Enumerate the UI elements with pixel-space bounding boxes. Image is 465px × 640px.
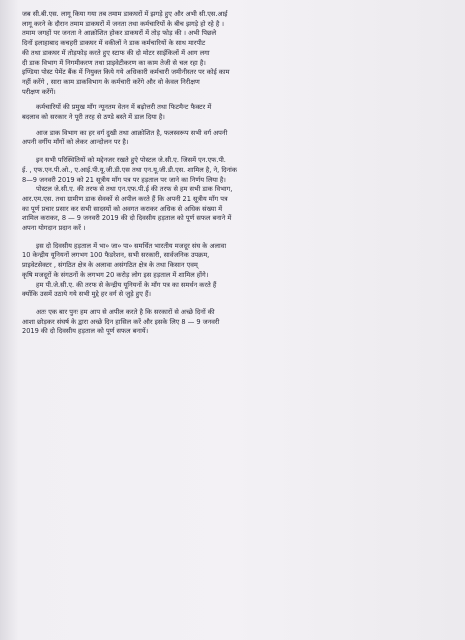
text-line: तमाम जगहों पर जनता ने आक्रोशित होकर डाकघरों में तोड़ फोड़ की । अभी पिछले xyxy=(22,29,217,38)
document-body xyxy=(22,10,442,343)
text-line: का पूर्ण प्रचार प्रसार कर सभी सादस्यों को अवगत कराकर अधिक से अधिक संख्या में xyxy=(22,204,223,213)
text-line: लागू करने के दौरान तमाम डाकघरों में जनता तथा कर्मचारियों के बीच झगड़े हो रहे है । xyxy=(22,19,224,28)
text-line: इस दो दिवसीय हड़ताल में भा० जा० पा० समर्थित भारतीय मजदूर संघ के अलावा xyxy=(36,241,227,250)
text-line: दिनों इलाहाबाद कचहरी डाकघर में वकीलों ने डाक कर्मचारियों के साथ मारपीट xyxy=(22,39,206,48)
text-line: प्राइवेटसेक्टर , संगठित क्षेत्र के अलावा असंगठित क्षेत्र के तथा किसान एवम् xyxy=(22,261,198,270)
text-line: आर.एम.एस. तथा ग्रामीण डाक सेवकों से अपील करते हैं कि अपनी 21 सूत्रीय माँग पत्र xyxy=(22,194,228,203)
paragraph-1 xyxy=(22,10,442,97)
paragraph-4 xyxy=(22,156,442,234)
text-line: कर्मचारियों की प्रमुख माँग न्यूनतम वेतन में बढ़ोत्तरी तथा फिटमैन्ट फैक्टर में xyxy=(36,103,212,112)
text-line: नहीं करेंगे , सारा काम डाकविभाग के कर्मचारी करेंगे और वो केवल निरीक्षण xyxy=(22,77,200,86)
text-line: अपनी वर्गीय माँगों को लेकर आन्दोलन पर है। xyxy=(22,138,129,147)
text-line: आज डाक विभाग का हर वर्ग दुखी तथा आक्रोशित है, फलस्वरूप सभी वर्ग अपनी xyxy=(36,128,228,137)
text-line: इन सभी परिस्थितियों को मद्देनजर रखते हुऐ पोस्टल जे.सी.ए. जिसमें एन.एफ.पी. xyxy=(36,156,226,165)
text-line: दी डाक विभाग में निगमीकरण तथा प्राइवेटीकरण का काम तेजी से चल रहा है। xyxy=(22,58,206,67)
text-line: 2019 की दो दिवसीय हड़ताल को पूर्ण सफल बनायें। xyxy=(22,327,149,336)
text-line: बदलाव को सरकार ने पूरी तरह से ठण्डे बस्ते में डाल दिया है। xyxy=(22,113,165,122)
paragraph-6 xyxy=(22,308,442,337)
text-line: 10 केन्द्रीय यूनियनों लगभग 100 फैडरेशन, सभी सरकारी, सार्वजनिक उपक्रम, xyxy=(22,251,210,260)
text-line: की तथा डाकघर में तोड़फोड़ करते हुए स्टाफ की दो मोटर साईकिलों में आग लगा xyxy=(22,48,210,57)
text-line: ई. , एफ.एन.पी.ओ., ए.आई.पी.यू.जी.डी.एस तथा एन.यू.जी.डी.एस. शामिल है, ने, दिनांक xyxy=(22,165,237,174)
paragraph-3 xyxy=(22,129,442,148)
text-line: हम पी.जे.सी.ए. की तरफ से केन्द्रीय यूनियनों के माँग पत्र का समर्थन करते हैं xyxy=(36,280,217,289)
paragraph-2 xyxy=(22,103,442,122)
text-line: आशा छोड़कर संघर्ष के द्वारा अच्छे दिन हासिल करें और इसके लिए 8 — 9 जनवरी xyxy=(22,317,220,326)
text-line: अतः एक बार पुनः हम आप से अपील करते है कि सरकारों से अच्छे दिनों की xyxy=(36,307,215,316)
text-line: पोस्टल जे.सी.ए. की तरफ से तथा एन.एफ.पी.ई की तरफ से हम सभी डाक विभाग, xyxy=(36,185,233,194)
paragraph-5 xyxy=(22,242,442,300)
text-line: इण्डिया पोस्ट पेमेंट बैंक में नियुक्त किये गये अधिकारी कर्मचारी जमीनीस्तर पर कोई काम xyxy=(22,68,230,77)
text-line: 8—9 जनवरी 2019 को 21 सूत्रीय माँग पत्र पर हड़ताल पर जाने का निर्णय लिया है। xyxy=(22,175,226,184)
text-line: क्योंकि उसमें उठाये गये सभी मुद्दे हर वर्ग से जुड़े हुए हैं। xyxy=(22,290,151,299)
text-line: जब सी.बी.एस. लागू किया गया तब तमाम डाकघरों में झगड़े हुए और अभी सी.एस.आई xyxy=(22,10,228,18)
text-line: परीक्षण करेंगें। xyxy=(22,87,56,96)
text-line: कृषि मजदूरों के संगठनों के लगभग 20 करोड़ लोग इस हड़ताल में शामिल होंगे। xyxy=(22,270,209,279)
text-line: अपना योगदान प्रदान करें । xyxy=(22,224,86,233)
text-line: शामिल कराकर, 8 — 9 जनवरी 2019 की दो दिवसीय हड़ताल को पूर्ण सफल बनाने में xyxy=(22,214,232,223)
